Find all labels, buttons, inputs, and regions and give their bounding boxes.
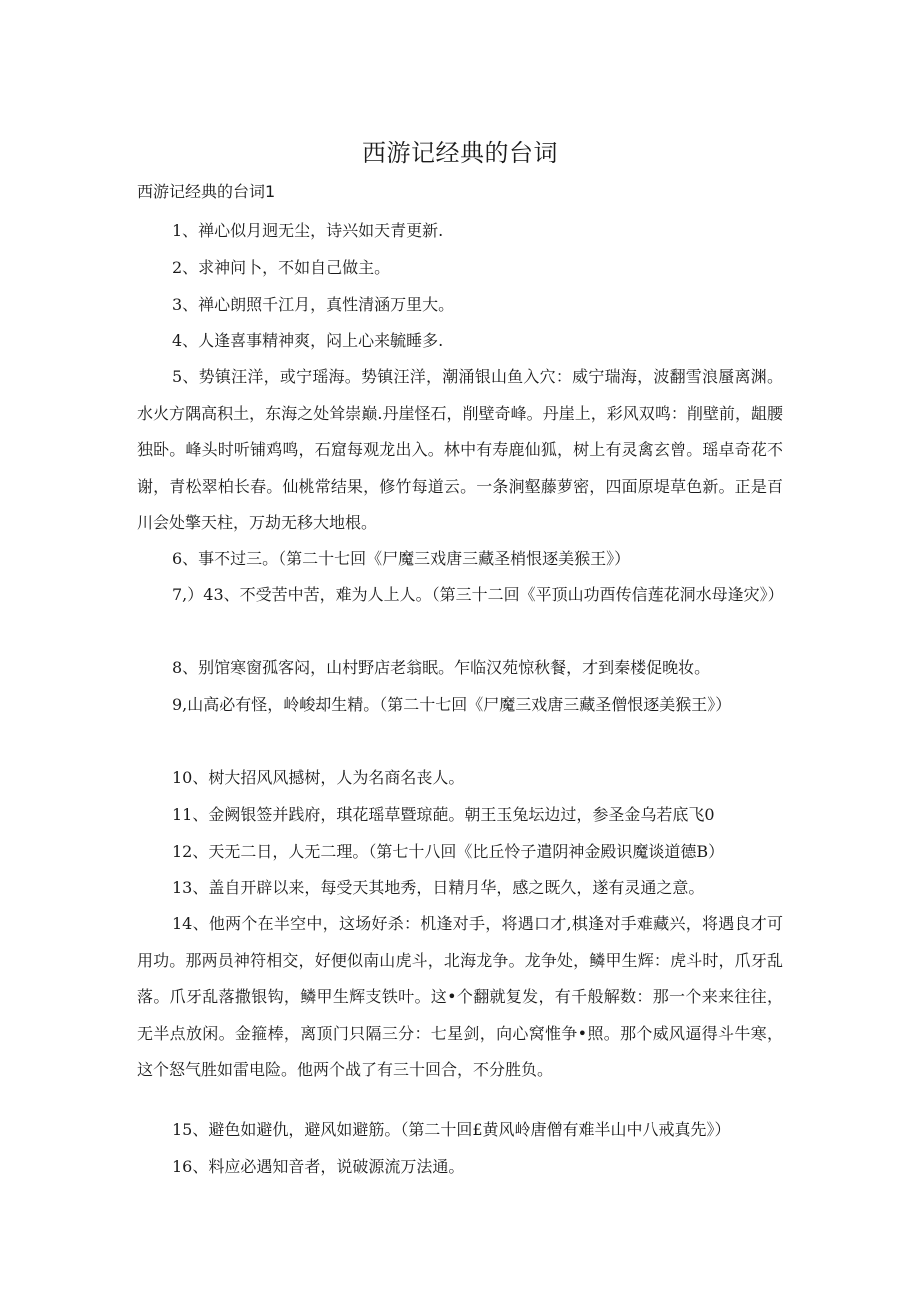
quote-item-2: 2、求神问卜，不如自己做主。 [172,258,391,277]
page-title: 西游记经典的台词 [362,139,558,167]
quote-item-1: 1、禅心似月迥无尘，诗兴如天青更新. [172,221,444,240]
quote-item-8: 8、别馆寒窗孤客闷，山村野店老翁眠。乍临汉苑惊秋餐，才到秦楼促晚妆。 [172,658,711,677]
quote-item-14: 14、他两个在半空中，这场好杀：机逢对手，将遇口才,棋逢对手难藏兴，将遇良才可用功。那两员神符相交，好便似南山虎斗，北海龙争。龙争处，鳞甲生辉：虎斗时，爪牙乱落。爪牙乱落撒银钩，鳞甲生辉支铁叶。这•个翻就复发，有千般解数：那一个来来往往，无半点放闲。金箍棒，离顶门只隔三分：七星剑，向心窝惟争•照。那个威风逼得斗牛寒，这个怒气胜如雷电险。他两个战了有三十回合，不分胜负。 [137,914,783,1079]
quote-item-11: 11、金阙银签并践府，琪花瑶草暨琼葩。朝王玉兔坛边过，参圣金乌若底飞0 [172,805,715,824]
quote-item-12: 12、天无二日，人无二理。（第七十八回《比丘怜子遣阴神金殿识魔谈道德B） [172,842,725,861]
quote-item-4: 4、人逢喜事精神爽，闷上心来毓睡多. [172,331,444,350]
quote-item-9: 9,山高必有怪，岭峻却生精。（第二十七回《尸魔三戏唐三藏圣僧恨逐美猴王》） [172,695,732,714]
quote-item-15: 15、避色如避仇，避风如避筋。（第二十回£黄风岭唐僧有难半山中八戒真先》） [172,1120,731,1139]
quote-item-5: 5、势镇汪洋，或宁瑶海。势镇汪洋，潮涌银山鱼入穴：威宁瑞海，波翻雪浪蜃离渊。水火方隅高积土，东海之处耸崇巅.丹崖怪石，削壁奇峰。丹崖上，彩风双鸣：削壁前，龃腰独卧。峰头时听铺鸡鸣，石窟每观龙出入。林中有寿鹿仙狐，树上有灵禽玄曾。瑶卓奇花不谢，青松翠柏长春。仙桃常结果，修竹每道云。一条涧壑藤萝密，四面原堤草色新。正是百川会处擎天柱，万劫无移大地根。 [137,367,783,532]
quote-item-7: 7,）43、不受苦中苦，难为人上人。（第三十二回《平顶山功酉传信莲花洞水母逢灾》） [172,585,784,604]
quote-item-6: 6、事不过三。（第二十七回《尸魔三戏唐三藏圣梢恨逐美猴王》） [172,549,631,568]
section-heading: 西游记经典的台词1 [137,182,276,201]
quote-item-3: 3、禅心朗照千江月，真性清涵万里大。 [172,295,455,314]
quote-item-10: 10、树大招风风撼树，人为名商名丧人。 [172,768,465,787]
quote-item-16: 16、料应必遇知音者，说破源流万法通。 [172,1157,465,1176]
quote-item-13: 13、盖自开辟以来，每受天其地秀，日精月华，感之既久，遂有灵通之意。 [172,878,705,897]
